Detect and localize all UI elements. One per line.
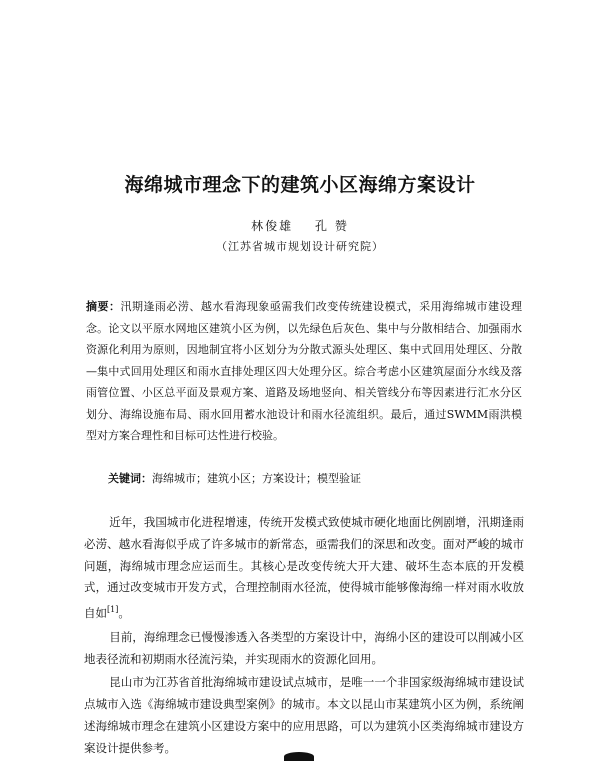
paper-title: 海绵城市理念下的建筑小区海绵方案设计: [124, 174, 476, 196]
citation-ref: [1]: [107, 605, 119, 615]
page-edge-mark: [284, 752, 314, 761]
abstract-text: 汛期逢雨必涝、越水看海现象亟需我们改变传统建设模式，采用海绵城市建设理念。论文以平原水网地区建筑小区为例，以先绿色后灰色、集中与分散相结合、加强雨水资源化利用为原则，因地制宜将小区划分为分散式源头处理区、集中式回用处理区、分散—集中式回用处理区和雨水直排处理区四大处理分区。综合考虑小区建筑屋面分水线及落雨管位置、小区总平面及景观方案、道路及场地竖向、相关管线分布等因素进行汇水分区划分、海绵设施布局、雨水回用蓄水池设计和雨水径流组织。最后，通过SWMM雨洪模型对方案合理性和目标可达性进行校验。: [86, 300, 523, 442]
abstract: [86, 296, 522, 447]
keywords: [108, 470, 522, 488]
body-paragraph: 昆山市为江苏省首批海绵城市建设试点城市，是唯一一个非国家级海绵城市建设试点城市入选《海绵城市建设典型案例》的城市。本文以昆山市某建筑小区为例，系统阐述海绵城市理念在建筑小区建设方案中的应用思路，可以为建筑小区类海绵城市建设方案设计提供参考。: [84, 675, 524, 755]
body-text-run: 。: [118, 606, 130, 621]
author-list: [0, 217, 600, 234]
keywords-label: 关键词：: [108, 472, 152, 485]
body-text-run: 近年，我国城市化进程增速，传统开发模式致使城市硬化地面比例剧增，汛期逢雨必涝、越水看海似乎成了许多城市的新常态，亟需我们的深思和改变。面对严峻的城市问题，海绵城市理念应运而生。其核心是改变传统大开大建、破坏生态本底的开发模式，通过改变城市开发方式，合理控制雨水径流，使得城市能够像海绵一样对雨水收放自如: [84, 515, 524, 621]
body-paragraph: [84, 512, 524, 625]
body-paragraph: 目前，海绵理念已慢慢渗透入各类型的方案设计中，海绵小区的建设可以削减小区地表径流和初期雨水径流污染，并实现雨水的资源化回用。: [84, 629, 524, 666]
affiliation: （江苏省城市规划设计研究院）: [216, 240, 384, 253]
abstract-label: 摘要：: [86, 300, 121, 313]
keywords-text: 海绵城市；建筑小区；方案设计；模型验证: [152, 472, 361, 485]
body-text: [84, 512, 524, 762]
author-name: 林俊雄: [251, 219, 294, 233]
author-name: 孔 赞: [315, 219, 349, 233]
